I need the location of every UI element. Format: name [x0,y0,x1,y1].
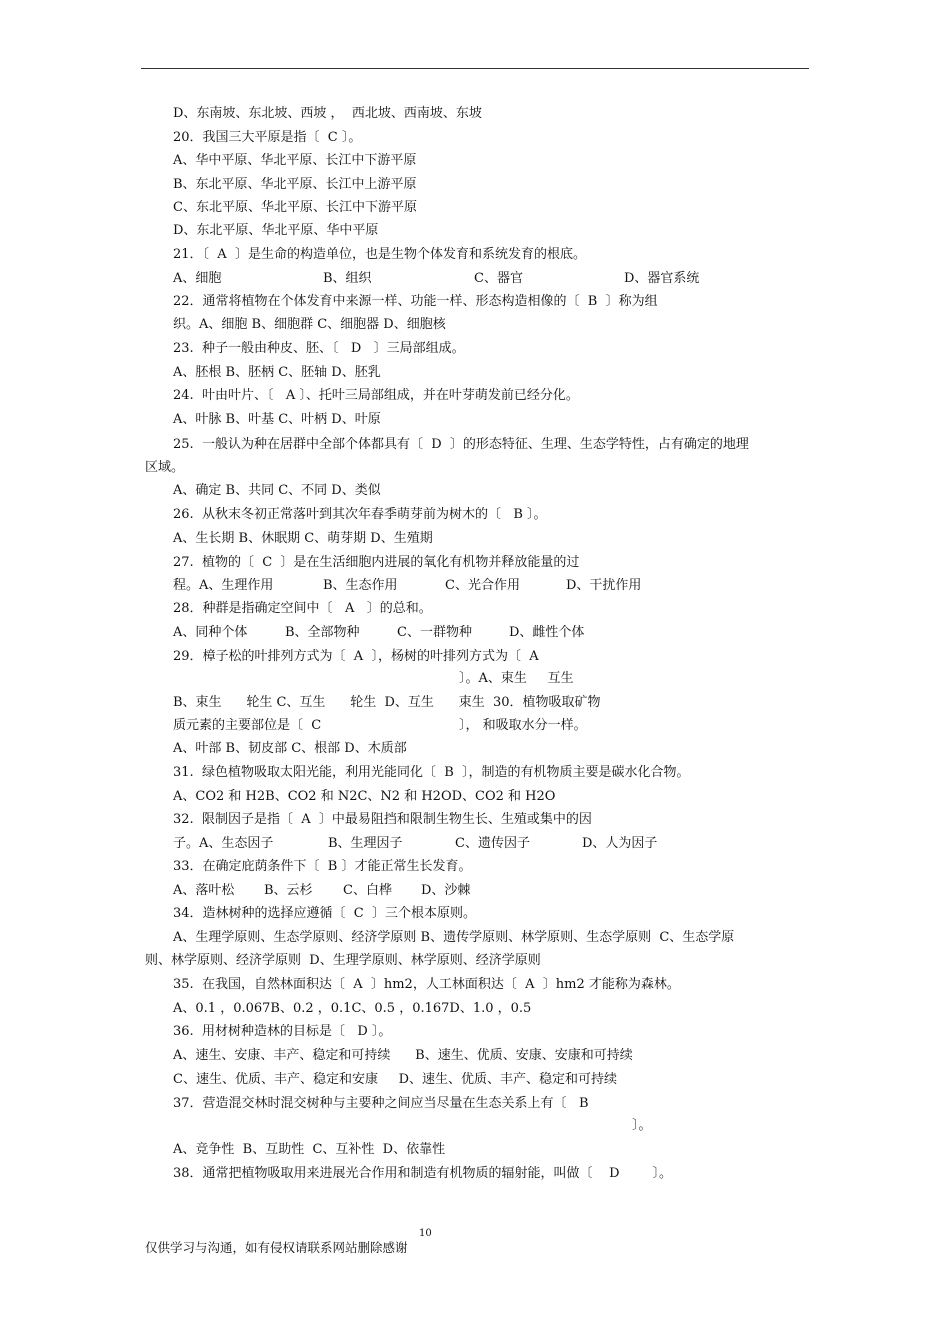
option-c: C、一群物种 [397,625,472,640]
text-line: 区域。 [145,460,185,475]
option-a: A、落叶松 [173,883,235,898]
question-26: 26. 从秋末冬初正常落叶到其次年春季萌芽前为树木的〔 B 〕。 [173,507,547,522]
text-line: D、东南坡、东北坡、西坡 ， 西北坡、西南坡、东坡 [173,106,482,121]
page-number: 10 [419,1228,432,1239]
text-line: B、东北平原、华北平原、长江中上游平原 [173,177,417,192]
question-34: 34．造林树种的选择应遵循〔 C 〕三个根本原则。 [173,906,477,921]
question-23: 23. 种子一般由种皮、胚、〔 D 〕三局部组成。 [173,341,465,356]
question-28: 28．种群是指确定空间中〔 A 〕的总和。 [173,601,432,616]
question-22: 22．通常将植物在个体发育中来源一样、功能一样、形态构造相像的〔 B 〕称为组 [173,294,658,309]
text-line: 织。A、细胞 B、细胞群 C、细胞器 D、细胞核 [173,317,446,332]
text-line: A、0.1 ，0.067B、0.2 ，0.1C、0.5 ，0.167D、1.0 ，0.5 [173,1001,532,1016]
text-line: A、竞争性 B、互助性 C、互补性 D、依靠性 [173,1142,446,1157]
text-line: 〕， 和吸取水分一样。 [459,718,587,733]
text-line: A、华中平原、华北平原、长江中下游平原 [173,153,417,168]
question-35: 35. 在我国，自然林面积达〔 A 〕hm2，人工林面积达〔 A 〕hm2 才能称为森林。 [173,977,680,992]
text-line: A、叶脉 B、叶基 C、叶柄 D、叶原 [173,412,381,427]
option-c: C、白桦 [343,883,392,898]
text-line: A、叶部 B、韧皮部 C、根部 D、木质部 [173,741,407,756]
question-27: 27. 植物的〔 C 〕是在生活细胞内进展的氧化有机物并释放能量的过 [173,555,580,570]
question-29: 29．樟子松的叶排列方式为〔 A 〕，杨树的叶排列方式为〔 A [173,649,539,664]
option-a: A、细胞 [173,271,222,286]
text-line: A、生长期 B、休眠期 C、萌芽期 D、生殖期 [173,531,433,546]
question-21: 21．〔 A 〕是生命的构造单位，也是生物个体发育和系统发育的根底。 [173,247,586,262]
option-c: C、器官 [474,271,523,286]
option-d: D、人为因子 [582,836,658,851]
text-line: B、束生 轮生 C、互生 轮生 D、互生 束生 30．植物吸取矿物 [173,695,601,710]
question-24: 24. 叶由叶片、〔 A 〕、托叶三局部组成，并在叶芽萌发前已经分化。 [173,388,579,403]
option-d: D、器官系统 [624,271,700,286]
option-c: C、遗传因子 [455,836,530,851]
option-a: 程。A、生理作用 [173,578,274,593]
question-20: 20．我国三大平原是指〔 C 〕。 [173,130,362,145]
option-a: 子。A、生态因子 [173,836,274,851]
text-line: 〕。A、束生 互生 [459,671,574,686]
question-32: 32. 限制因子是指〔 A 〕中最易阻挡和限制生物生长、生殖或集中的因 [173,812,592,827]
option-d: D、沙棘 [421,883,471,898]
text-line: A、确定 B、共同 C、不同 D、类似 [173,483,381,498]
text-line: C、东北平原、华北平原、长江中下游平原 [173,200,417,215]
option-d: D、干扰作用 [566,578,642,593]
option-c: C、光合作用 [445,578,520,593]
header-rule [141,68,809,69]
text-line: D、东北平原、华北平原、华中平原 [173,223,379,238]
option-a: A、同种个体 [173,625,248,640]
text-line: 则、林学原则、经济学原则 D、生理学原则、林学原则、经济学原则 [145,953,541,968]
text-line: A、CO2 和 H2B、CO2 和 N2C、N2 和 H2OD、CO2 和 H2O [173,789,556,804]
text-line: A、速生、安康、丰产、稳定和可持续 B、速生、优质、安康、安康和可持续 [173,1048,633,1063]
option-b: B、生态作用 [323,578,398,593]
option-b: B、全部物种 [285,625,360,640]
footer-note: 仅供学习与沟通，如有侵权请联系网站删除感谢 [145,1240,408,1255]
option-d: D、雌性个体 [509,625,585,640]
option-b: B、组织 [323,271,372,286]
text-line: 〕。 [632,1118,652,1133]
question-31: 31. 绿色植物吸取太阳光能，利用光能同化〔 B 〕，制造的有机物质主要是碳水化合物。 [173,765,690,780]
question-33: 33．在确定庇荫条件下〔 B 〕才能正常生长发育。 [173,859,472,874]
question-37: 37．营造混交林时混交树种与主要种之间应当尽量在生态关系上有〔 B [173,1096,589,1111]
text-line: 质元素的主要部位是〔 C [173,718,322,733]
text-line: A、胚根 B、胚柄 C、胚轴 D、胚乳 [173,365,381,380]
question-36: 36. 用材树种造林的目标是〔 D 〕。 [173,1024,392,1039]
question-25: 25. 一般认为种在居群中全部个体都具有〔 D 〕的形态特征、生理、生态学特性，占有确定的地理 [173,437,749,452]
option-b: B、云杉 [264,883,313,898]
text-line: A、生理学原则、生态学原则、经济学原则 B、遗传学原则、林学原则、生态学原则 C、生态学原 [173,930,735,945]
text-line: C、速生、优质、丰产、稳定和安康 D、速生、优质、丰产、稳定和可持续 [173,1072,618,1087]
question-38: 38．通常把植物吸取用来进展光合作用和制造有机物质的辐射能，叫做〔 D 〕。 [173,1166,673,1181]
option-b: B、生理因子 [328,836,403,851]
